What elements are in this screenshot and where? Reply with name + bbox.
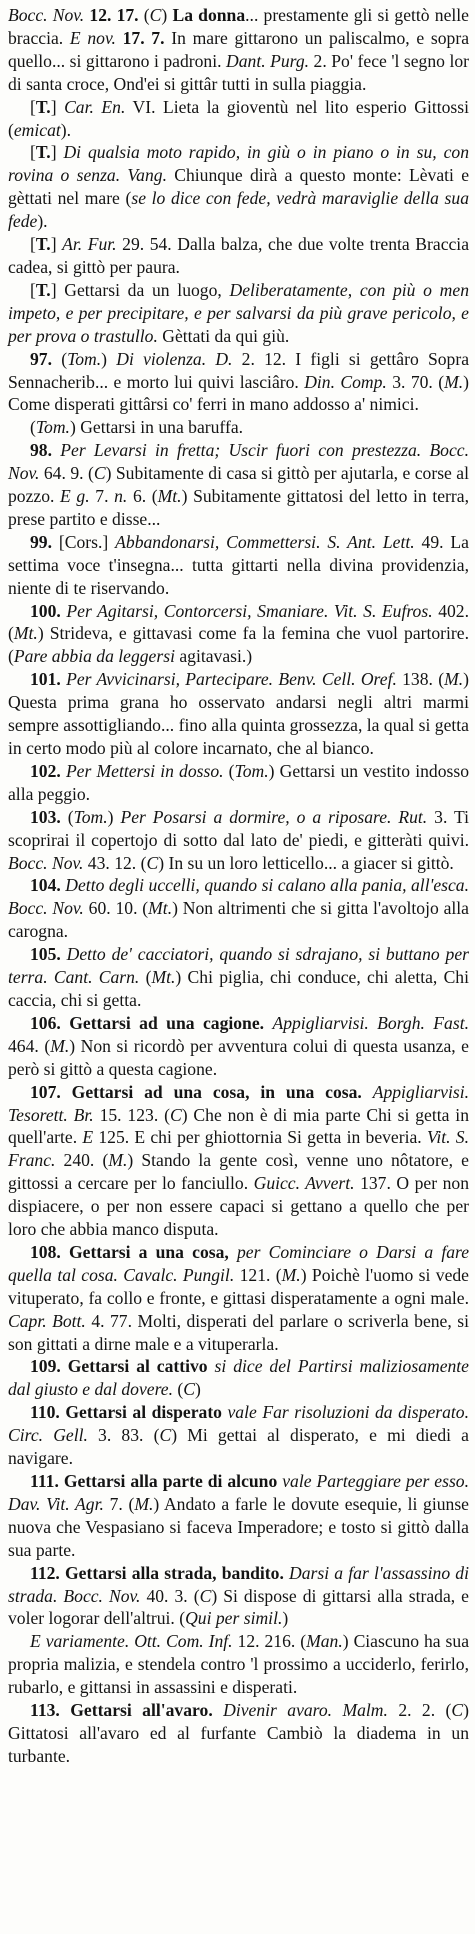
italic-text: E — [82, 1127, 94, 1148]
body-text: ( — [143, 5, 150, 25]
italic-text: Car. En. — [64, 96, 126, 117]
body-text: ) Questa prima grana ho osservato andarsi negli altri marmi sempre assottigliando... fino alla quinta grossezza, la qual si getta in certo modo più al colore incarnato, che al bianco. — [8, 669, 469, 758]
entry-heading: 101. — [30, 669, 61, 690]
entry-heading: 109. Gettarsi al cattivo — [30, 1356, 208, 1377]
body-text — [213, 1700, 223, 1720]
italic-text: M. — [108, 1150, 128, 1171]
italic-text: Guicc. Avvert. — [253, 1173, 355, 1194]
body-text: ] — [50, 234, 63, 255]
body-text: 3. 83. ( — [87, 1425, 160, 1446]
italic-text: C — [159, 1425, 172, 1446]
body-text: ( — [223, 760, 235, 781]
italic-text: Mt. — [157, 486, 182, 507]
body-text: agitavasi.) — [174, 646, 253, 667]
body-text: ). — [37, 211, 48, 232]
italic-text: Capr. Bott. — [8, 1310, 86, 1331]
dictionary-paragraph — [8, 1470, 469, 1562]
dictionary-paragraph — [8, 1401, 469, 1470]
dictionary-paragraph — [8, 1081, 469, 1241]
body-text — [208, 1356, 215, 1376]
body-text: [ — [30, 279, 36, 300]
body-text: Chiunque dirà a questo monte: Lèvati e gèttati nel mare ( — [8, 165, 469, 209]
dictionary-paragraph — [8, 1699, 469, 1768]
body-text: ) Subitamente gittatosi del letto in terra, prese partito e disse... — [8, 486, 469, 529]
italic-text: Di violenza. D. — [116, 348, 233, 369]
italic-text: Tom. — [73, 806, 108, 827]
body-text: 7. ( — [103, 1493, 135, 1514]
body-text: ) Strideva, e gittavasi come fa la femina che vuol partorire. ( — [8, 623, 469, 667]
italic-text: Darsi a far l'assassino di strada. Bocc. Nov. — [8, 1562, 469, 1606]
body-text: ( — [173, 1379, 184, 1400]
body-text: ) Come disperati gittârsi co' ferri in mano addosso a' nimici. — [8, 371, 469, 415]
body-text: [ — [30, 142, 36, 163]
entry-heading: 104. — [30, 875, 61, 896]
italic-text: Mt. — [148, 898, 173, 919]
dictionary-paragraph — [8, 1562, 469, 1631]
italic-text: M. — [444, 669, 464, 690]
dictionary-paragraph — [8, 1012, 469, 1081]
body-text: 3. 70. ( — [386, 371, 445, 392]
italic-text: Per Posarsi a dormire, o a riposare. Rut. — [120, 806, 428, 827]
italic-text: C — [93, 463, 106, 484]
entry-heading: La donna — [172, 5, 246, 25]
body-text: ) — [107, 806, 121, 827]
entry-heading: 100. — [30, 600, 61, 621]
italic-text: Qui per simil. — [185, 1608, 283, 1629]
body-text: 240. ( — [55, 1150, 109, 1171]
dictionary-paragraph — [8, 1241, 469, 1356]
body-text: 3. Ti scoprirai il copertojo di sotto dal lato de' piedi, e gitteràti quivi. — [8, 806, 469, 850]
body-text: ) Che non è di mia parte Chi si getta in quell'arte. — [8, 1104, 469, 1148]
dictionary-paragraph — [8, 760, 469, 806]
dictionary-paragraph — [8, 439, 469, 531]
body-text: ). — [60, 119, 72, 140]
italic-text: Per Levarsi in fretta; Uscir fuori con prestezza. Bocc. Nov. — [8, 440, 470, 484]
italic-text: Per Agitarsi, Contorcersi, Smaniare. Vit. S. Eufros. — [66, 600, 433, 621]
entry-heading: 106. Gettarsi ad una cagione. — [30, 1012, 265, 1033]
body-text: 4. 77. Molti, disperati del parlare o scriverla bene, si son gittati a dirne male e a vituperarla. — [8, 1310, 469, 1354]
body-text: [ — [30, 234, 36, 255]
body-text: Gèttati da qui giù. — [157, 325, 290, 346]
body-text — [362, 1082, 373, 1102]
dictionary-paragraph — [8, 874, 469, 943]
body-text: ( — [60, 806, 74, 827]
body-text: 60. 10. ( — [83, 898, 149, 919]
italic-text: Per Mettersi in dosso. — [65, 760, 224, 781]
dictionary-paragraph — [8, 531, 469, 600]
entry-heading: 12. 17. — [84, 5, 144, 25]
dictionary-paragraph — [8, 4, 469, 96]
body-text: ) Gettarsi un vestito indosso alla peggio. — [8, 760, 469, 804]
italic-text: Abbandonarsi, Commettersi. S. Ant. Lett. — [115, 531, 415, 552]
italic-text: M. — [444, 371, 464, 392]
italic-text: Bocc. Nov. — [8, 5, 85, 25]
italic-text: E g. — [60, 486, 90, 507]
italic-text: E variamente. Ott. Com. Inf. — [30, 1631, 233, 1652]
italic-text: M. — [50, 1035, 70, 1056]
body-text: ] — [50, 142, 64, 163]
italic-text: Di qualsia moto rapido, in giù o in piano o in su, con rovina o senza. Vang. — [8, 142, 469, 186]
body-text: 137. O per non dispiacere, o per non essere capaci si gettano a quello che per loro che abbia manco disputa. — [8, 1173, 469, 1240]
italic-text: M. — [134, 1493, 154, 1514]
entry-heading: T. — [35, 279, 51, 300]
body-text: 12. 216. ( — [232, 1631, 307, 1652]
body-text: 2. 12. I figli si gettâro Sopra Sennacherib... e morto lui quivi lasciâro. — [8, 348, 470, 392]
body-text: 7. — [89, 486, 115, 507]
body-text: ) Non si ricordò per avventura colui di questa usanza, e però si gittò a questa cagione. — [8, 1035, 469, 1079]
body-text: In mare gittarono un paliscalmo, e sopra quello... si gittarono i padroni. — [8, 27, 470, 71]
entry-heading: 105. — [30, 944, 61, 965]
italic-text: E nov. — [69, 27, 116, 48]
italic-text: Vit. S. Franc. — [8, 1127, 469, 1171]
italic-text: si dice del Partirsi maliziosamente dal giusto e dal dovere. — [8, 1356, 469, 1400]
body-text: ) Mi gettai al disperato, e mi diedi a navigare. — [8, 1425, 469, 1469]
body-text: 464. ( — [8, 1035, 51, 1056]
entry-heading: 102. — [30, 760, 61, 781]
body-text: 49. La settima voce t'insegna... tutta gittarti nella divina providenzia, niente di te riservando. — [8, 531, 469, 598]
body-text: ) Chi piglia, chi conduce, chi aletta, Chi caccia, chi si getta. — [8, 967, 469, 1010]
italic-text: C — [169, 1104, 182, 1125]
body-text: ] — [50, 96, 65, 117]
italic-text: Deliberatamente, con più o men impeto, e per precipitare, e per salvarsi da più grave pericolo, e per prova o trastullo. — [8, 279, 469, 346]
body-text: ) — [101, 348, 117, 369]
entry-heading: 17. 7. — [115, 27, 165, 48]
body-text — [229, 1242, 237, 1262]
entry-heading: 112. Gettarsi alla strada, bandito. — [30, 1562, 284, 1583]
body-text: [Cors.] — [52, 531, 116, 552]
body-text: ) Ciascuno ha sua propria malizia, e stendela contro 'l prossimo a ucciderlo, ferirlo, rubarlo, e gittansi in assassini e disperati. — [8, 1631, 470, 1698]
italic-text: Tom. — [35, 417, 70, 438]
dictionary-paragraph — [8, 96, 469, 142]
body-text: ) Andato a farle le dovute esequie, li giunse nuova che Vespasiano si faceva Imperadore; e tosto si gittò dalla sua parte. — [8, 1493, 469, 1560]
body-text: ) Stando la gente così, venne uno nôtatore, e gittossi a cercare per lo fanciullo. — [8, 1150, 469, 1194]
body-text: 125. E chi per ghiottornia Si getta in beveria. — [93, 1127, 427, 1148]
entry-heading: T. — [35, 142, 51, 163]
dictionary-paragraph — [8, 600, 469, 669]
italic-text: Din. Comp. — [304, 371, 387, 392]
dictionary-entries — [8, 4, 469, 1768]
italic-text: Mt. — [13, 623, 38, 644]
entry-heading: T. — [35, 234, 51, 255]
italic-text: C — [146, 852, 159, 873]
body-text: ) Si dispose di gittarsi alla strada, e voler logorar dell'altrui. ( — [8, 1585, 469, 1629]
dictionary-paragraph — [8, 1630, 469, 1699]
body-text: ) Non altrimenti che si gitta l'avoltojo alla carogna. — [8, 898, 469, 942]
italic-text: Ar. Fur. — [62, 234, 117, 255]
italic-text: C — [149, 5, 162, 25]
body-text: ) Poichè l'uomo si vede vituperato, fa collo e fronte, e gittasi disperatamente a ogni male. — [8, 1264, 469, 1308]
body-text: ) — [282, 1608, 289, 1629]
italic-text: Man. — [306, 1631, 343, 1652]
body-text: [ — [30, 96, 36, 117]
italic-text: vale Far risoluzioni da disperato. Circ. Gell. — [8, 1402, 469, 1446]
entry-heading: 111. Gettarsi alla parte di alcuno — [30, 1471, 278, 1491]
italic-text: Appigliarvisi. Borgh. Fast. — [272, 1012, 469, 1033]
italic-text: Divenir avaro. Malm. — [223, 1700, 388, 1721]
body-text: ( — [139, 967, 152, 988]
dictionary-paragraph — [8, 1355, 469, 1401]
body-text: ) Gettarsi in una baruffa. — [69, 417, 244, 438]
body-text: 29. 54. Dalla balza, che due volte trenta Braccia cadea, si gittò per paura. — [8, 234, 470, 277]
italic-text: n. — [114, 486, 128, 507]
body-text: ) Subitamente di casa si gittò per ajutarla, e corse al pozzo. — [8, 463, 470, 507]
italic-text: Per Avvicinarsi, Partecipare. Benv. Cell. Oref. — [66, 669, 397, 690]
body-text: ] Gettarsi da un luogo, — [50, 279, 230, 300]
italic-text: Detto de' cacciatori, quando si sdrajano, si buttano per terra. Cant. Carn. — [8, 944, 469, 988]
dictionary-paragraph — [8, 279, 469, 348]
dictionary-paragraph — [8, 348, 469, 417]
italic-text: C — [451, 1700, 464, 1721]
body-text: 2. 2. ( — [387, 1700, 452, 1721]
dictionary-paragraph — [8, 416, 469, 439]
italic-text: Detto degli uccelli, quando si calano alla pania, all'esca. Bocc. Nov. — [8, 875, 470, 919]
entry-heading: T. — [35, 96, 51, 117]
italic-text: Mt. — [151, 967, 176, 988]
dictionary-paragraph — [8, 806, 469, 875]
italic-text: emicat — [13, 119, 61, 140]
entry-heading: 99. — [30, 531, 52, 552]
body-text: ) — [161, 5, 173, 25]
entry-heading: 97. — [30, 348, 52, 369]
entry-heading: 110. Gettarsi al disperato — [30, 1402, 222, 1423]
body-text: ) Gittatosi all'avaro ed al furfante Cambiò la diadema in un turbante. — [8, 1700, 469, 1766]
dictionary-paragraph — [8, 141, 469, 233]
body-text: ... prestamente gli si gettò nelle braccia. — [8, 5, 469, 48]
entry-heading: 98. — [30, 440, 52, 461]
italic-text: M. — [281, 1264, 301, 1285]
italic-text: per Cominciare o Darsi a fare quella tal cosa. Cavalc. Pungil. — [8, 1241, 470, 1285]
body-text: 15. 123. ( — [93, 1104, 170, 1125]
dictionary-paragraph — [8, 668, 469, 760]
italic-text: Appigliarvisi. Tesorett. Br. — [8, 1081, 469, 1125]
body-text: VI. Lieta la gioventù nel lito esperio Gittossi ( — [8, 96, 469, 140]
italic-text: Dant. Purg. — [226, 50, 310, 71]
dictionary-paragraph — [8, 233, 469, 279]
entry-heading: 113. Gettarsi all'avaro. — [30, 1700, 213, 1721]
body-text: ) — [195, 1379, 201, 1400]
entry-heading: 107. Gettarsi ad una cosa, in una cosa. — [30, 1081, 362, 1102]
italic-text: se lo dice con fede, vedrà maraviglie della sua fede — [8, 188, 469, 232]
body-text: 2. Po' fece 'l segno lor di santa croce, Ond'ei si gittâr tutti in sulla piaggia. — [8, 50, 469, 94]
italic-text: C — [183, 1379, 196, 1400]
body-text: ( — [52, 348, 68, 369]
dictionary-paragraph — [8, 943, 469, 1012]
italic-text: vale Parteggiare per esso. Dav. Vit. Agr. — [8, 1471, 469, 1514]
body-text: 43. 12. ( — [83, 852, 147, 873]
entry-heading: 108. Gettarsi a una cosa, — [30, 1241, 229, 1262]
body-text: 40. 3. ( — [140, 1585, 200, 1606]
body-text: 138. ( — [396, 669, 445, 690]
italic-text: Tom. — [67, 348, 102, 369]
italic-text: Tom. — [234, 760, 269, 781]
body-text: 6. ( — [127, 486, 158, 507]
body-text: ) In su un loro letticello... a giacer si gittò. — [158, 852, 454, 873]
italic-text: Pare abbia da leggersi — [13, 646, 175, 667]
body-text: 121. ( — [234, 1264, 282, 1285]
body-text: 402. ( — [8, 600, 469, 644]
body-text: 64. 9. ( — [39, 463, 94, 484]
entry-heading: 103. — [30, 806, 61, 827]
italic-text: C — [199, 1585, 212, 1606]
italic-text: Bocc. Nov. — [8, 852, 84, 873]
body-text: ( — [30, 417, 36, 438]
